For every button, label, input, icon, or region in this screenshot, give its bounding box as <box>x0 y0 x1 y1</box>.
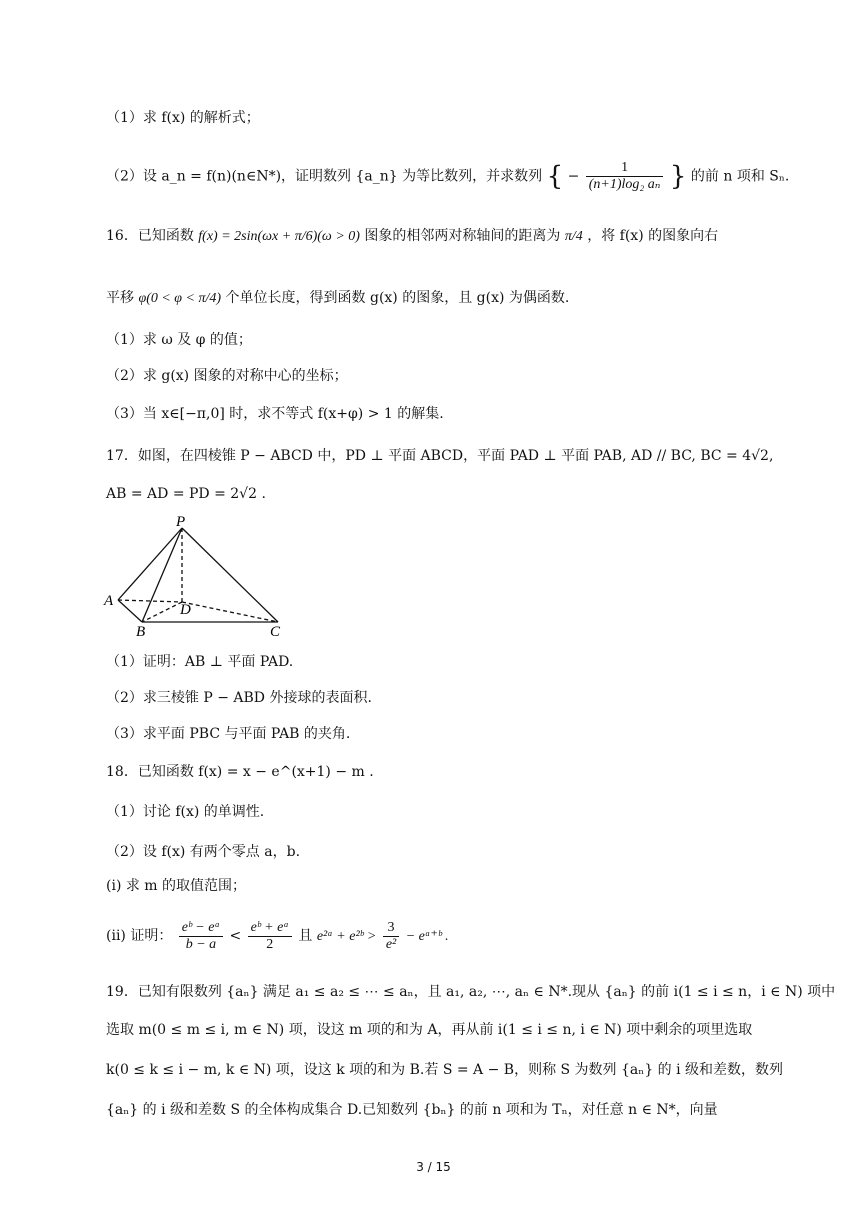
q16-intro <box>106 226 718 247</box>
q18-frac1-den: b − a <box>185 936 217 952</box>
q18-ineq-b: − eᵃ⁺ᵇ . <box>405 929 449 944</box>
q18-frac1 <box>179 920 223 953</box>
brace-close: } <box>669 161 687 192</box>
q15-fraction <box>586 160 664 193</box>
q18-intro: 18．已知函数 f(x) = x − e^(x+1) − m . <box>106 764 374 780</box>
q16-line2-a: 平移 <box>106 290 134 306</box>
q15-frac-den: (n+1)log₂ aₙ <box>588 177 661 192</box>
label-B: B <box>136 624 146 640</box>
q19-line2: 选取 m(0 ≤ m ≤ i, m ∈ N) 项，设这 m 项的和为 A，再从前 i(1 ≤ i ≤ n, i ∈ N) 项中剩余的项里选取 <box>106 1022 753 1038</box>
q18-frac3-den: e² <box>385 936 397 952</box>
q18-ineq-a: e²ᵃ + e²ᵇ > <box>316 929 377 944</box>
q18-sub1: （1）讨论 f(x) 的单调性. <box>106 804 265 820</box>
q16-sub2: （2）求 g(x) 图象的对称中心的坐标； <box>106 368 348 384</box>
q18-sub2: （2）设 f(x) 有两个零点 a，b. <box>106 844 301 860</box>
q16-line2-b: 个单位长度，得到函数 g(x) 的图象，且 g(x) 为偶函数. <box>225 290 570 306</box>
q16-intro-a: 16．已知函数 <box>106 228 194 244</box>
q17-sub2: （2）求三棱锥 P − ABD 外接球的表面积. <box>106 690 372 706</box>
q17-intro1: 17．如图，在四棱锥 P − ABCD 中，PD ⊥ 平面 ABCD，平面 PAD ⊥ 平面 PAB, AD // BC, BC = 4√2, <box>106 448 774 464</box>
q16-sub1: （1）求 ω 及 φ 的值； <box>106 332 252 348</box>
q18-less-than: < <box>229 928 242 944</box>
q16-function: f(x) = 2sin(ωx + π/6)(ω > 0) <box>198 229 360 244</box>
q18-frac1-num: eᵇ − eᵃ <box>179 920 223 937</box>
q16-line2 <box>106 288 569 309</box>
q16-phi-condition: φ(0 < φ < π/4) <box>138 291 222 306</box>
q16-sub3: （3）当 x∈[−π,0] 时，求不等式 f(x+φ) > 1 的解集. <box>106 406 444 422</box>
q16-distance: π/4 <box>564 229 583 244</box>
q17-sub1: （1）证明：AB ⊥ 平面 PAD. <box>106 654 294 670</box>
q17-sub3: （3）求平面 PBC 与平面 PAB 的夹角. <box>106 726 351 742</box>
minus-sign: − <box>567 168 580 185</box>
q16-intro-b: 图象的相邻两对称轴间的距离为 <box>364 228 561 244</box>
q18-sub-ii-label: (ii) 证明： <box>106 928 173 944</box>
q18-frac2-num: eᵇ + eᵃ <box>248 920 292 937</box>
q15-part1: （1）求 f(x) 的解析式； <box>106 110 260 126</box>
q16-intro-c: ，将 f(x) 的图象向右 <box>587 228 719 244</box>
label-P: P <box>176 514 186 530</box>
page-number: 3 / 15 <box>416 1160 451 1174</box>
q18-frac3 <box>383 920 399 953</box>
q18-frac3-num: 3 <box>383 920 399 937</box>
q15-frac-num: 1 <box>586 160 664 177</box>
label-D: D <box>180 602 191 618</box>
label-A: A <box>104 593 114 609</box>
q19-line4: {aₙ} 的 i 级和差数 S 的全体构成集合 D.已知数列 {bₙ} 的前 n 项和为 Tₙ，对任意 n ∈ N*，向量 <box>106 1102 718 1118</box>
q18-and: 且 <box>298 928 313 944</box>
q18-sub-ii <box>106 916 449 957</box>
q19-line1: 19．已知有限数列 {aₙ} 满足 a₁ ≤ a₂ ≤ ⋯ ≤ aₙ，且 a₁, a₂, ⋯, aₙ ∈ N*.现从 {aₙ} 的前 i(1 ≤ i ≤ n，i ∈ N) 项中 <box>106 984 836 1000</box>
q18-frac2 <box>248 920 292 953</box>
label-C: C <box>270 624 281 640</box>
q15-part2-text: （2）设 a_n = f(n)(n∈N*)，证明数列 {a_n} 为等比数列，并求数列 <box>106 168 543 185</box>
q17-intro2: AB = AD = PD = 2√2 . <box>106 486 266 502</box>
q15-part2-tail: 的前 n 项和 Sₙ. <box>690 168 790 185</box>
q19-line3: k(0 ≤ k ≤ i − m, k ∈ N) 项，设这 k 项的和为 B.若 S = A − B，则称 S 为数列 {aₙ} 的 i 级和差数，数列 <box>106 1062 784 1078</box>
q15-part2 <box>106 160 789 193</box>
q18-frac2-den: 2 <box>266 936 274 952</box>
brace-open: { <box>546 161 564 192</box>
pyramid-figure <box>100 514 300 644</box>
q18-sub-i: (i) 求 m 的取值范围； <box>106 878 247 894</box>
